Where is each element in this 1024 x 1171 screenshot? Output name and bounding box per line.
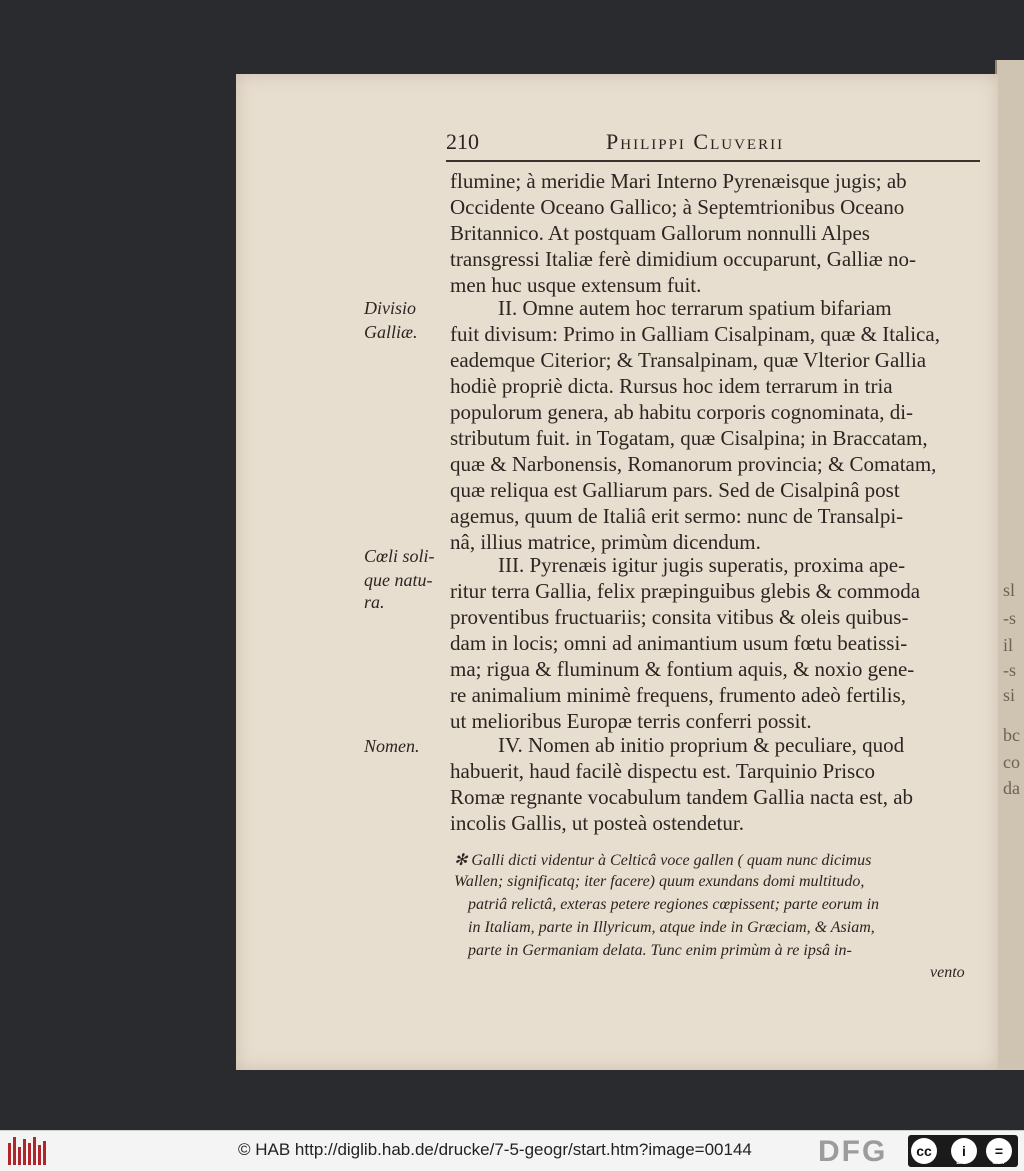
viewer-footer	[0, 1130, 1024, 1171]
edge-fragment: sl	[1003, 580, 1016, 600]
edge-fragment: da	[1003, 778, 1020, 798]
share-alike-icon: =	[986, 1138, 1012, 1164]
body-line: flumine; à meridie Mari Interno Pyrenæisque jugis; ab	[450, 169, 907, 193]
body-line: populorum genera, ab habitu corporis cognominata, di-	[450, 400, 914, 424]
book-page	[236, 74, 998, 1070]
margin-note-caeli: que natu-	[364, 570, 433, 590]
margin-note-divisio: Galliæ.	[364, 322, 418, 342]
adjacent-page-edge	[995, 60, 1024, 1070]
license-label-by: BY	[956, 1156, 969, 1166]
footnote-line: parte in Germaniam delata. Tunc enim primùm à re ipsâ in-	[468, 942, 852, 959]
body-line: ma; rigua & fluminum & fontium aquis, & noxio gene-	[450, 657, 915, 681]
body-line: proventibus fructuariis; consita vitibus & oleis quibus-	[450, 605, 909, 629]
footnote-line: Wallen; significatq; iter facere) quum exundans domi multitudo,	[454, 873, 865, 890]
license-label-sa: SA	[992, 1156, 1005, 1166]
body-line: quæ & Narbonensis, Romanorum provincia; & Comatam,	[450, 452, 937, 476]
edge-fragment: il	[1003, 635, 1014, 655]
running-head: Philippi Cluverii	[606, 129, 785, 154]
body-line: agemus, quum de Italiâ erit sermo: nunc de Transalpi-	[450, 504, 904, 528]
body-line: nâ, illius matrice, primùm dicendum.	[450, 530, 761, 554]
dfg-logo[interactable]: DFG	[818, 1135, 888, 1168]
license-badge[interactable]	[908, 1135, 1018, 1167]
edge-fragment: bc	[1003, 725, 1020, 745]
header-rule	[446, 160, 980, 162]
body-line: men huc usque extensum fuit.	[450, 273, 702, 297]
margin-note-nomen: Nomen.	[364, 736, 420, 756]
footnote-line: patriâ relictâ, exteras petere regiones cœpissent; parte eorum in	[468, 896, 880, 913]
body-line: III. Pyrenæis igitur jugis superatis, proxima ape-	[498, 553, 906, 577]
body-line: fuit divisum: Primo in Galliam Cisalpinam, quæ & Italica,	[450, 322, 940, 346]
body-line: Occidente Oceano Gallico; à Septemtrionibus Oceano	[450, 195, 905, 219]
edge-fragment: -s	[1003, 660, 1016, 680]
attribution-icon: i	[951, 1138, 977, 1164]
body-line: hodiè propriè dicta. Rursus hoc idem terrarum in tria	[450, 374, 893, 398]
margin-note-caeli: ra.	[364, 592, 385, 612]
edge-fragment: -s	[1003, 608, 1016, 628]
hab-logo-icon[interactable]	[8, 1137, 48, 1165]
body-line: transgressi Italiæ ferè dimidium occuparunt, Galliæ no-	[450, 247, 916, 271]
body-line: eademque Citerior; & Transalpinam, quæ Vlterior Gallia	[450, 348, 927, 372]
body-line: dam in locis; omni ad animantium usum fœtu beatissi-	[450, 631, 908, 655]
footnote-line: in Italiam, parte in Illyricum, atque inde in Græciam, & Asiam,	[468, 919, 875, 936]
edge-fragment: co	[1003, 752, 1020, 772]
body-line: IV. Nomen ab initio proprium & peculiare, quod	[498, 733, 905, 757]
body-line: ritur terra Gallia, felix præpinguibus glebis & commoda	[450, 579, 921, 603]
body-line: incolis Gallis, ut posteà ostendetur.	[450, 811, 744, 835]
body-line: Britannico. At postquam Gallorum nonnulli Alpes	[450, 221, 870, 245]
body-line: habuerit, haud facilè dispectu est. Tarquinio Prisco	[450, 759, 876, 783]
body-line: ut melioribus Europæ terris conferri possit.	[450, 709, 812, 733]
body-line: stributum fuit. in Togatam, quæ Cisalpina; in Braccatam,	[450, 426, 928, 450]
margin-note-divisio: Divisio	[364, 298, 416, 318]
margin-note-caeli: Cœli soli-	[364, 546, 435, 566]
footnote-line: ✻ Galli dicti videntur à Celticâ voce gallen ( quam nunc dicimus	[454, 852, 872, 869]
source-link[interactable]: © HAB http://diglib.hab.de/drucke/7-5-geogr/start.htm?image=00144	[238, 1140, 752, 1159]
cc-icon: cc	[911, 1138, 937, 1164]
edge-fragment: si	[1003, 685, 1016, 705]
body-line: quæ reliqua est Galliarum pars. Sed de Cisalpinâ post	[450, 478, 900, 502]
body-line: re animalium minimè frequens, frumento adeò fertilis,	[450, 683, 907, 707]
body-line: Romæ regnante vocabulum tandem Gallia nacta est, ab	[450, 785, 914, 809]
footnote-catchword: vento	[930, 964, 965, 981]
page-number: 210	[446, 129, 479, 154]
body-line: II. Omne autem hoc terrarum spatium bifariam	[498, 296, 892, 320]
